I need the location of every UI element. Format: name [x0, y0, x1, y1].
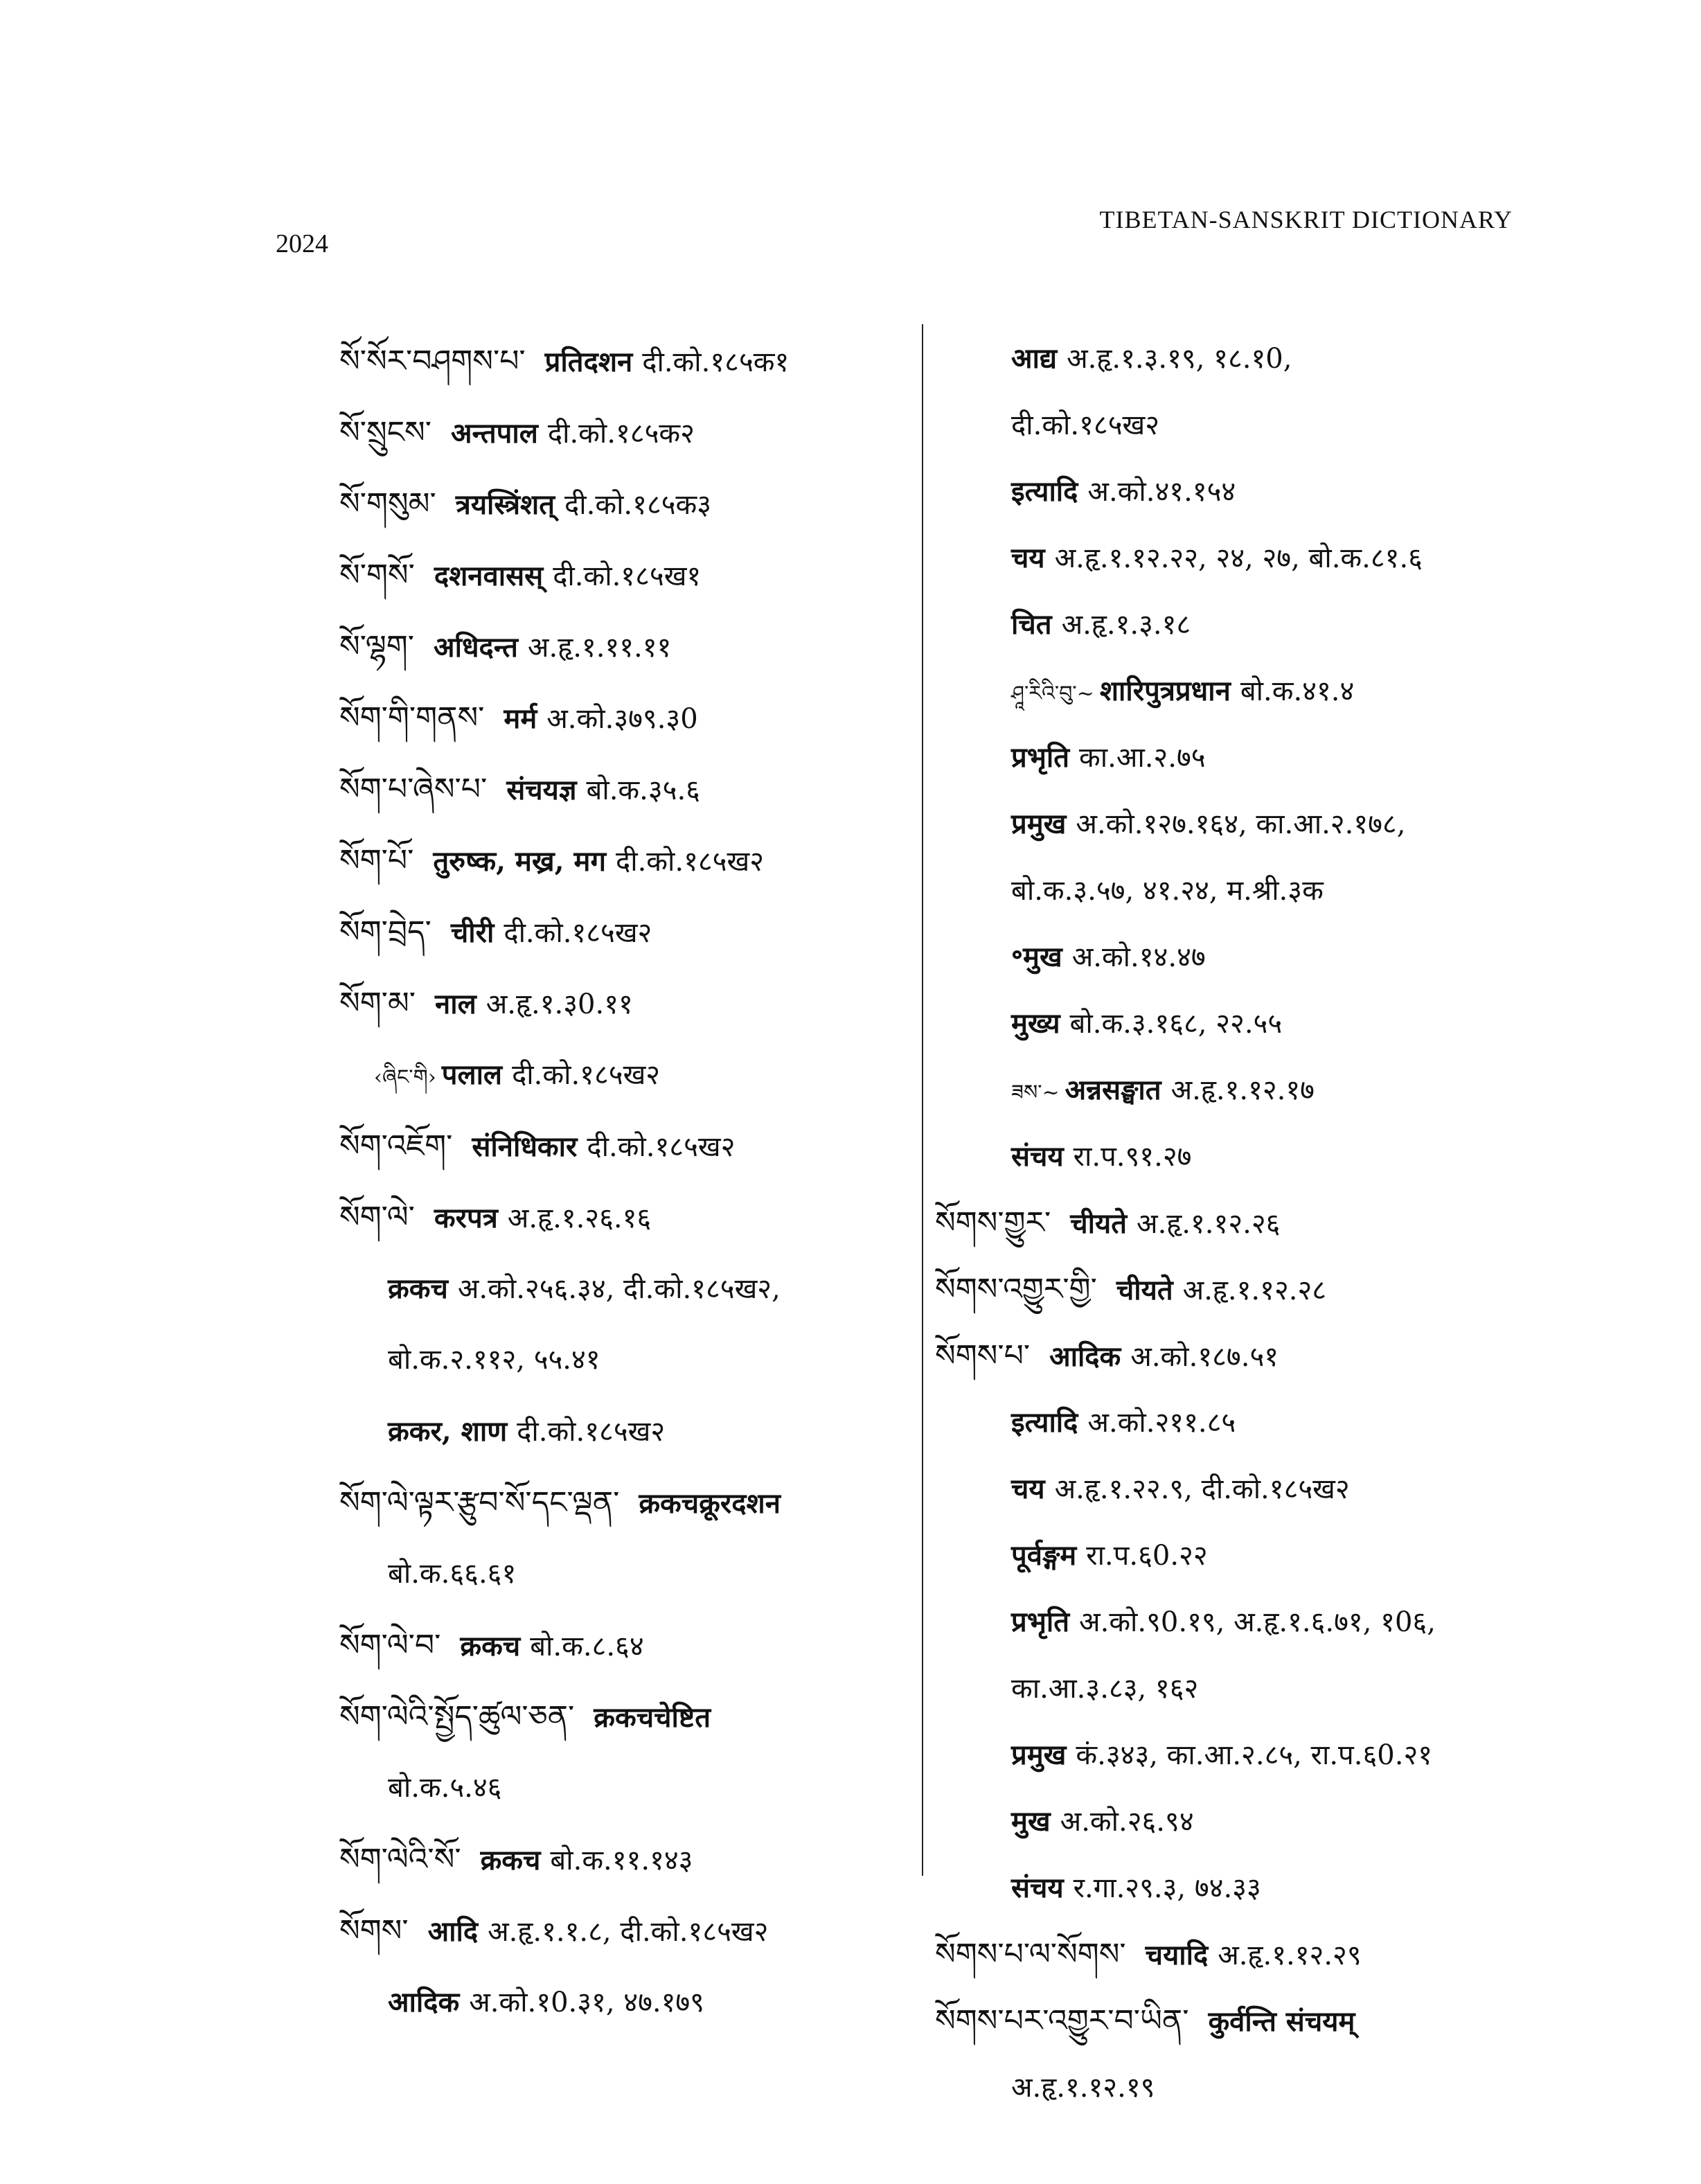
dictionary-entry-line	[935, 1323, 1558, 1390]
dictionary-entry-line	[298, 1895, 907, 1967]
sanskrit-equivalent: आद्य	[1011, 342, 1058, 375]
tibetan-headword: སོག་པ་ཞེས་པ་	[339, 772, 488, 807]
source-reference: बो.क.८.६४	[530, 1631, 644, 1662]
sanskrit-equivalent: चीरी	[450, 916, 495, 949]
sanskrit-equivalent: चयादि	[1145, 1939, 1209, 1971]
dictionary-entry-line	[935, 1190, 1558, 1257]
tibetan-headword: སོག་གི་གནས་	[339, 700, 485, 736]
source-reference: अ.हृ.१.१२.२२, २४, २७, बो.क.८१.६	[1054, 542, 1423, 574]
source-reference: अ.हृ.१.१२.२९	[1218, 1939, 1362, 1971]
source-reference: अ.को.१८७.५१	[1130, 1341, 1279, 1373]
sanskrit-equivalent: क्रकचचेष्टित	[594, 1701, 711, 1734]
source-reference: अ.हृ.१.११.११	[527, 632, 672, 664]
sanskrit-equivalent: क्रकचक्रूरदशन	[639, 1487, 781, 1520]
left-column	[298, 326, 907, 2038]
tibetan-headword: སོག་པོ་	[339, 843, 414, 878]
dictionary-entry-line	[298, 1182, 907, 1253]
source-reference: दी.को.१८५ख२	[504, 917, 652, 949]
sanskrit-equivalent: करपत्र	[434, 1202, 498, 1234]
sanskrit-equivalent: अधिदन्त	[434, 631, 518, 664]
tibetan-headword: སོགས་པ་	[935, 1338, 1031, 1374]
sanskrit-equivalent: चित	[1011, 608, 1052, 641]
dictionary-entry-line	[298, 1467, 907, 1538]
source-reference: बो.क.३.५७, ४१.२४, म.श्री.३क	[1011, 875, 1324, 907]
sanskrit-equivalent: पूर्वङ्गम	[1011, 1539, 1077, 1572]
sanskrit-equivalent: ॰मुख	[1011, 941, 1062, 973]
dictionary-entry-line	[298, 968, 907, 1039]
sanskrit-equivalent: पलाल	[441, 1058, 503, 1091]
dictionary-entry-line	[298, 1681, 907, 1752]
sanskrit-equivalent: चय	[1011, 1473, 1045, 1505]
dictionary-entry-line	[935, 1522, 1558, 1589]
dictionary-entry-line	[935, 392, 1558, 459]
sanskrit-equivalent: त्रयस्त्रिंशत्	[455, 488, 555, 521]
source-reference: रा.प.६0.२२	[1086, 1540, 1208, 1572]
sanskrit-equivalent: आदिक	[388, 1986, 460, 2018]
source-reference: अ.हृ.१.३.१९, १८.१0,	[1067, 343, 1292, 375]
source-reference: अ.को.२६.९४	[1060, 1806, 1194, 1838]
page-number: 2024	[276, 229, 328, 258]
dictionary-entry-line	[298, 1039, 907, 1110]
dictionary-entry-line	[298, 1396, 907, 1467]
source-reference: दी.को.१८५क२	[547, 418, 695, 450]
source-reference: अ.को.३७९.३0	[546, 703, 698, 735]
dictionary-entry-line	[298, 825, 907, 896]
tibetan-headword: སོག་ལེའི་སྤྱོད་ཚུལ་ཅན་	[339, 1699, 575, 1734]
source-reference: र.गा.२९.३, ७४.३३	[1073, 1872, 1261, 1904]
sanskrit-equivalent: चीयते	[1070, 1207, 1128, 1240]
source-reference: अ.को.१0.३१, ४७.१७९	[469, 1987, 704, 2018]
dictionary-entry-line	[935, 991, 1558, 1057]
source-reference: अ.को.२५६.३४, दी.को.१८५ख२,	[457, 1273, 781, 1305]
dictionary-entry-line	[935, 326, 1558, 392]
right-column	[935, 326, 1558, 2121]
source-reference: अ.हृ.१.१२.१९	[1011, 2072, 1155, 2104]
sanskrit-equivalent: संचयज्ञ	[506, 774, 577, 806]
sanskrit-equivalent: मुख	[1011, 1805, 1051, 1838]
dictionary-entry-line	[935, 1655, 1558, 1722]
dictionary-entry-line	[935, 1855, 1558, 1921]
dictionary-entry-line	[298, 896, 907, 968]
dictionary-entry-line	[935, 1390, 1558, 1456]
source-reference: अ.हृ.१.३.१८	[1061, 609, 1191, 641]
sanskrit-equivalent: इत्यादि	[1011, 475, 1078, 508]
source-reference: दी.को.१८५ख२	[615, 846, 764, 878]
source-reference: अ.हृ.१.३0.११	[486, 988, 633, 1020]
source-reference: अ.हृ.१.१.८, दी.को.१८५ख२	[488, 1916, 769, 1948]
dictionary-entry-line	[298, 1824, 907, 1895]
source-reference: बो.क.२.११२, ५५.४१	[388, 1344, 600, 1376]
sanskrit-equivalent: प्रमुख	[1011, 1739, 1067, 1771]
sanskrit-equivalent: संनिधिकार	[472, 1130, 578, 1163]
sanskrit-equivalent: आदिक	[1049, 1340, 1121, 1373]
sanskrit-equivalent: दशनवासस्	[434, 560, 544, 592]
dictionary-entry-line	[935, 1921, 1558, 1988]
source-reference: बो.क.११.१४३	[550, 1845, 693, 1876]
tibetan-headword: སོགས་གྱུར་	[935, 1205, 1051, 1241]
sanskrit-equivalent: तुरुष्क, मख्र, मग	[433, 845, 606, 878]
sanskrit-equivalent: अन्तपाल	[450, 417, 538, 450]
tibetan-headword: སོགས་པ་ལ་སོགས་	[935, 1937, 1126, 1972]
tibetan-headword: སོག་མ་	[339, 986, 416, 1021]
sanskrit-equivalent: आदि	[427, 1915, 479, 1948]
dictionary-entry-line	[298, 1110, 907, 1182]
tibetan-headword: ཤཱ་རིའི་བུ་~	[1011, 682, 1094, 706]
source-reference: का.आ.२.७५	[1079, 742, 1206, 774]
tibetan-headword: སོག་ལེ་བ་	[339, 1628, 441, 1663]
tibetan-headword: སོགས་འགྱུར་གྱི་	[935, 1272, 1097, 1307]
sanskrit-equivalent: चय	[1011, 542, 1045, 574]
dictionary-entry-line	[298, 754, 907, 825]
tibetan-headword: སོགས་	[339, 1913, 409, 1948]
dictionary-entry-line	[298, 397, 907, 468]
source-reference: रा.प.९१.२७	[1073, 1141, 1192, 1173]
dictionary-entry-line	[298, 1324, 907, 1396]
dictionary-entry-line	[935, 459, 1558, 525]
source-reference: दी.को.१८५क१	[642, 346, 790, 378]
sanskrit-equivalent: इत्यादि	[1011, 1406, 1078, 1439]
tibetan-headword: སོག་ལེའི་སོ་	[339, 1842, 461, 1877]
dictionary-entry-line	[935, 1722, 1558, 1788]
sanskrit-equivalent: मर्म	[504, 702, 537, 735]
dictionary-entry-line	[935, 658, 1558, 725]
sanskrit-equivalent: क्रकर, शाण	[388, 1415, 508, 1448]
tibetan-headword: སོ་གསུམ་	[339, 486, 436, 522]
sanskrit-equivalent: संचय	[1011, 1872, 1064, 1904]
dictionary-entry-line	[298, 1967, 907, 2038]
tibetan-headword: སོ་སྲུངས་	[339, 415, 431, 450]
source-reference: अ.हृ.१.२६.१६	[507, 1202, 652, 1234]
source-reference: अ.हृ.१.१२.२८	[1182, 1275, 1327, 1306]
dictionary-entry-line	[298, 540, 907, 611]
dictionary-entry-line	[935, 1124, 1558, 1190]
source-reference: दी.को.१८५ख२	[517, 1416, 666, 1448]
source-reference: बो.क.३.१६८, २२.५५	[1069, 1008, 1283, 1040]
dictionary-entry-line	[298, 682, 907, 754]
source-reference: अ.को.९0.१९, अ.हृ.१.६.७१, १0६,	[1079, 1606, 1436, 1638]
column-divider	[922, 324, 923, 1876]
tibetan-headword: སོགས་པར་འགྱུར་བ་ཡིན་	[935, 2003, 1189, 2039]
sanskrit-equivalent: कुर्वन्ति संचयम्	[1208, 2005, 1355, 2038]
sanskrit-equivalent: नाल	[435, 988, 477, 1020]
dictionary-entry-line	[935, 592, 1558, 658]
sanskrit-equivalent: शारिपुत्रप्रधान	[1099, 675, 1231, 707]
source-reference: अ.हृ.१.१२.१७	[1170, 1074, 1315, 1106]
source-reference: अ.हृ.१.२२.९, दी.को.१८५ख२	[1054, 1473, 1350, 1505]
source-reference: अ.को.१२७.१६४, का.आ.२.१७८,	[1076, 808, 1406, 840]
sanskrit-equivalent: अन्नसङ्घात	[1065, 1074, 1161, 1106]
source-reference: का.आ.३.८३, १६२	[1011, 1673, 1199, 1705]
sanskrit-equivalent: क्रकच	[460, 1630, 521, 1662]
source-reference: अ.को.४१.१५४	[1087, 476, 1236, 508]
source-reference: दी.को.१८५ख२	[587, 1131, 736, 1163]
dictionary-entry-line	[935, 725, 1558, 791]
source-reference: कं.३४३, का.आ.२.८५, रा.प.६0.२१	[1076, 1739, 1433, 1771]
tibetan-headword: སོག་བྲེད་	[339, 914, 431, 950]
dictionary-entry-line	[298, 1253, 907, 1324]
source-reference: अ.हृ.१.१२.२६	[1137, 1208, 1281, 1240]
source-reference: दी.को.१८५क३	[564, 489, 712, 521]
sanskrit-equivalent: प्रभृति	[1011, 1606, 1070, 1638]
dictionary-entry-line	[935, 1589, 1558, 1655]
tibetan-headword: སོག་འཇོག་	[339, 1128, 453, 1164]
dictionary-entry-line	[935, 1257, 1558, 1323]
sanskrit-equivalent: क्रकच	[388, 1272, 448, 1305]
tibetan-headword: ཟས་~	[1011, 1081, 1060, 1105]
sanskrit-equivalent: संचय	[1011, 1140, 1064, 1173]
dictionary-entry-line	[935, 1057, 1558, 1124]
source-reference: अ.को.२११.८५	[1087, 1407, 1236, 1439]
source-reference: बो.क.५.४६	[388, 1772, 502, 1804]
dictionary-entry-line	[298, 1752, 907, 1824]
dictionary-entry-line	[935, 525, 1558, 592]
tibetan-headword: སོ་གསོ་	[339, 558, 415, 593]
dictionary-entry-line	[935, 2054, 1558, 2121]
dictionary-entry-line	[935, 791, 1558, 858]
source-reference: बो.क.६६.६१	[388, 1558, 517, 1590]
tibetan-headword: སོག་ལེ་	[339, 1200, 415, 1235]
tibetan-headword: སོ་ལྷག་	[339, 629, 415, 664]
dictionary-entry-line	[298, 1538, 907, 1610]
dictionary-entry-line	[298, 468, 907, 540]
dictionary-entry-line	[935, 1788, 1558, 1855]
dictionary-entry-line	[935, 1456, 1558, 1522]
tibetan-headword: ‹ཞིང་གི›	[374, 1065, 436, 1090]
sanskrit-equivalent: मुख्य	[1011, 1007, 1060, 1040]
sanskrit-equivalent: क्रकच	[480, 1844, 541, 1876]
source-reference: अ.को.१४.४७	[1071, 941, 1206, 973]
dictionary-entry-line	[935, 858, 1558, 924]
source-reference: दी.को.१८५ख२	[512, 1059, 661, 1091]
dictionary-entry-line	[935, 924, 1558, 991]
tibetan-headword: སོ་སོར་བཤགས་པ་	[339, 344, 526, 379]
source-reference: दी.को.१८५ख१	[553, 560, 702, 592]
sanskrit-equivalent: चीयते	[1116, 1274, 1173, 1306]
dictionary-entry-line	[298, 1610, 907, 1681]
dictionary-entry-line	[935, 1988, 1558, 2054]
sanskrit-equivalent: प्रभृति	[1011, 741, 1070, 774]
dictionary-entry-line	[298, 326, 907, 397]
source-reference: बो.क.३५.६	[586, 774, 700, 806]
source-reference: बो.क.४१.४	[1240, 675, 1355, 707]
source-reference: दी.को.१८५ख२	[1011, 409, 1160, 441]
sanskrit-equivalent: प्रतिदशन	[544, 346, 633, 378]
sanskrit-equivalent: प्रमुख	[1011, 808, 1067, 840]
dictionary-entry-line	[298, 611, 907, 682]
running-head: TIBETAN-SANSKRIT DICTIONARY	[1099, 206, 1513, 233]
tibetan-headword: སོག་ལེ་ལྟར་རྩུབ་སོ་དང་ལྡན་	[339, 1485, 620, 1520]
